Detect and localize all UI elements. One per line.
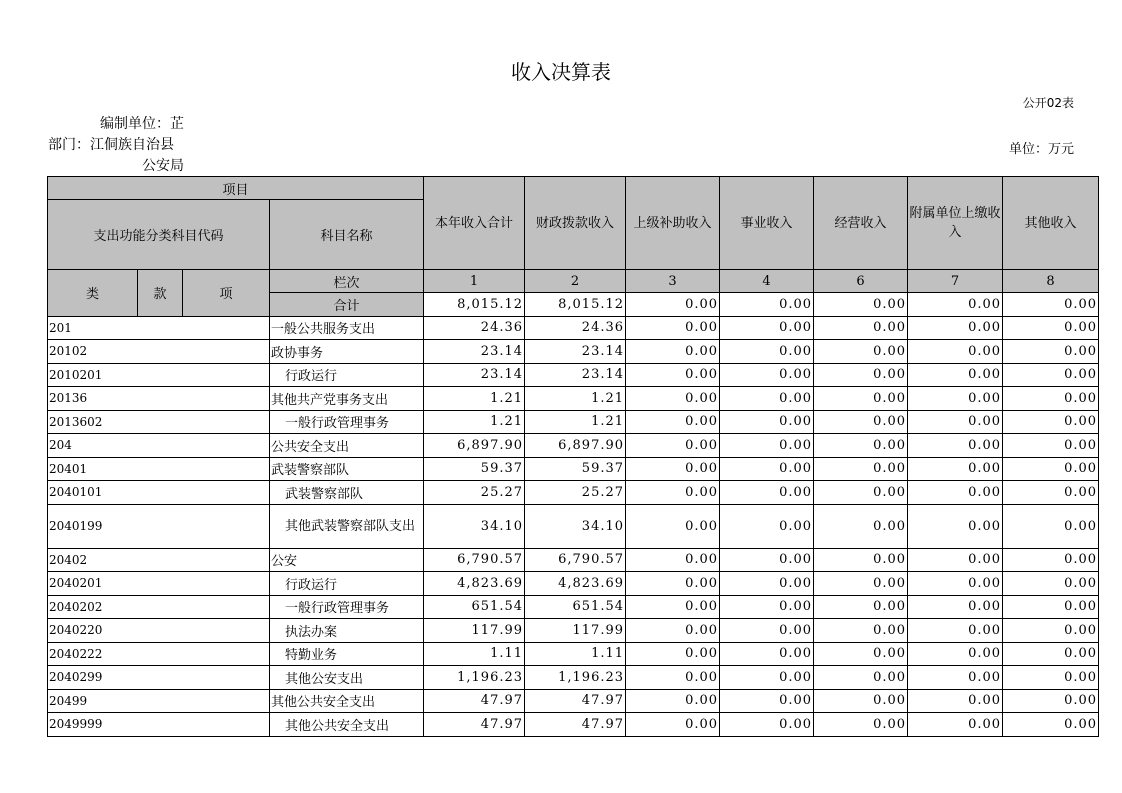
header-project: 项目 — [48, 177, 424, 200]
row-value: 1.11 — [424, 642, 525, 666]
row-value: 0.00 — [626, 619, 720, 643]
row-value: 23.14 — [424, 340, 525, 364]
row-value: 0.00 — [908, 689, 1003, 713]
row-value: 0.00 — [908, 619, 1003, 643]
table-row — [48, 595, 1099, 619]
row-value: 24.36 — [525, 316, 626, 340]
table-row — [48, 666, 1099, 690]
total-label: 合计 — [270, 293, 424, 317]
col-num-4: 4 — [720, 270, 814, 293]
row-name: 特勤业务 — [270, 642, 424, 666]
row-code: 2040299 — [48, 666, 270, 690]
row-name: 其他武装警察部队支出 — [270, 504, 424, 548]
row-value: 0.00 — [626, 481, 720, 505]
row-value: 0.00 — [1003, 387, 1099, 411]
total-value: 0.00 — [720, 293, 814, 317]
table-row — [48, 619, 1099, 643]
row-value: 6,790.57 — [424, 548, 525, 572]
row-value: 6,897.90 — [424, 434, 525, 458]
row-value: 0.00 — [814, 410, 908, 434]
row-name: 执法办案 — [270, 619, 424, 643]
row-value: 0.00 — [814, 457, 908, 481]
row-value: 1.11 — [525, 642, 626, 666]
row-value: 0.00 — [908, 387, 1003, 411]
row-value: 0.00 — [1003, 340, 1099, 364]
row-value: 0.00 — [908, 666, 1003, 690]
row-code: 2010201 — [48, 363, 270, 387]
row-value: 34.10 — [525, 504, 626, 548]
table-row — [48, 548, 1099, 572]
row-value: 23.14 — [525, 363, 626, 387]
row-value: 0.00 — [720, 619, 814, 643]
table-row — [48, 689, 1099, 713]
row-value: 24.36 — [424, 316, 525, 340]
row-value: 59.37 — [525, 457, 626, 481]
row-value: 0.00 — [626, 666, 720, 690]
row-value: 6,897.90 — [525, 434, 626, 458]
table-row — [48, 642, 1099, 666]
row-value: 117.99 — [525, 619, 626, 643]
row-value: 0.00 — [814, 363, 908, 387]
row-value: 1.21 — [525, 387, 626, 411]
row-name: 公安 — [270, 548, 424, 572]
row-code: 20402 — [48, 548, 270, 572]
row-value: 0.00 — [720, 548, 814, 572]
row-value: 651.54 — [424, 595, 525, 619]
row-value: 0.00 — [720, 410, 814, 434]
total-value: 0.00 — [908, 293, 1003, 317]
row-value: 0.00 — [626, 595, 720, 619]
row-value: 0.00 — [814, 548, 908, 572]
col-num-2: 2 — [525, 270, 626, 293]
header-col-6: 附属单位上缴收入 — [908, 177, 1003, 270]
total-value: 8,015.12 — [525, 293, 626, 317]
header-lei: 类 — [48, 270, 138, 317]
row-value: 23.14 — [424, 363, 525, 387]
row-value: 0.00 — [814, 481, 908, 505]
row-value: 47.97 — [424, 713, 525, 737]
row-value: 0.00 — [626, 689, 720, 713]
row-value: 0.00 — [908, 548, 1003, 572]
col-num-7: 8 — [1003, 270, 1099, 293]
header-xiang: 项 — [183, 270, 270, 317]
row-value: 117.99 — [424, 619, 525, 643]
row-value: 0.00 — [720, 689, 814, 713]
row-value: 0.00 — [1003, 363, 1099, 387]
form-number: 公开02表 — [1022, 96, 1074, 110]
row-value: 0.00 — [814, 572, 908, 596]
row-name: 武装警察部队 — [270, 457, 424, 481]
table-row — [48, 713, 1099, 737]
row-value: 0.00 — [814, 387, 908, 411]
row-code: 201 — [48, 316, 270, 340]
col-num-6: 7 — [908, 270, 1003, 293]
income-table — [47, 176, 1099, 737]
row-value: 0.00 — [720, 340, 814, 364]
row-value: 0.00 — [626, 410, 720, 434]
row-value: 1,196.23 — [424, 666, 525, 690]
table-row — [48, 457, 1099, 481]
row-value: 0.00 — [626, 642, 720, 666]
row-value: 47.97 — [525, 713, 626, 737]
row-value: 0.00 — [908, 316, 1003, 340]
col-num-3: 3 — [626, 270, 720, 293]
table-row — [48, 363, 1099, 387]
row-code: 2040101 — [48, 481, 270, 505]
row-value: 0.00 — [908, 572, 1003, 596]
row-name: 一般行政管理事务 — [270, 595, 424, 619]
row-name: 其他公安支出 — [270, 666, 424, 690]
row-value: 4,823.69 — [424, 572, 525, 596]
row-value: 0.00 — [908, 340, 1003, 364]
row-code: 2040199 — [48, 504, 270, 548]
row-value: 0.00 — [908, 434, 1003, 458]
row-code: 20401 — [48, 457, 270, 481]
total-value: 8,015.12 — [424, 293, 525, 317]
row-value: 0.00 — [814, 666, 908, 690]
row-name: 武装警察部队 — [270, 481, 424, 505]
col-num-1: 1 — [424, 270, 525, 293]
row-value: 0.00 — [1003, 713, 1099, 737]
row-value: 0.00 — [1003, 457, 1099, 481]
row-code: 204 — [48, 434, 270, 458]
row-code: 2040201 — [48, 572, 270, 596]
row-value: 0.00 — [1003, 572, 1099, 596]
row-value: 0.00 — [814, 642, 908, 666]
row-value: 0.00 — [720, 713, 814, 737]
row-value: 4,823.69 — [525, 572, 626, 596]
row-value: 0.00 — [814, 713, 908, 737]
row-value: 0.00 — [1003, 642, 1099, 666]
row-value: 25.27 — [525, 481, 626, 505]
table-row — [48, 434, 1099, 458]
total-value: 0.00 — [814, 293, 908, 317]
org-line-2: 部门：江侗族自治县 — [48, 137, 174, 153]
header-col-5: 经营收入 — [814, 177, 908, 270]
row-value: 0.00 — [908, 481, 1003, 505]
header-col-1: 本年收入合计 — [424, 177, 525, 270]
row-name: 行政运行 — [270, 572, 424, 596]
row-value: 1.21 — [424, 387, 525, 411]
row-value: 0.00 — [1003, 548, 1099, 572]
row-code: 20136 — [48, 387, 270, 411]
row-value: 0.00 — [1003, 316, 1099, 340]
row-name: 其他共产党事务支出 — [270, 387, 424, 411]
row-name: 一般公共服务支出 — [270, 316, 424, 340]
row-value: 0.00 — [908, 504, 1003, 548]
row-value: 0.00 — [908, 363, 1003, 387]
row-name: 其他公共安全支出 — [270, 689, 424, 713]
table-row — [48, 572, 1099, 596]
header-lanci: 栏次 — [270, 270, 424, 293]
row-value: 0.00 — [814, 316, 908, 340]
row-value: 0.00 — [908, 457, 1003, 481]
row-value: 0.00 — [1003, 689, 1099, 713]
row-value: 0.00 — [720, 642, 814, 666]
row-value: 0.00 — [720, 595, 814, 619]
row-value: 0.00 — [720, 434, 814, 458]
row-value: 0.00 — [1003, 666, 1099, 690]
page-title: 收入决算表 — [511, 60, 611, 84]
row-value: 0.00 — [814, 434, 908, 458]
org-line-1: 编制单位：芷 — [100, 116, 184, 132]
row-value: 0.00 — [720, 316, 814, 340]
row-code: 2049999 — [48, 713, 270, 737]
table-row — [48, 481, 1099, 505]
row-value: 0.00 — [720, 572, 814, 596]
table-row — [48, 410, 1099, 434]
total-value: 0.00 — [626, 293, 720, 317]
row-value: 0.00 — [1003, 595, 1099, 619]
table-row — [48, 316, 1099, 340]
row-code: 2013602 — [48, 410, 270, 434]
row-value: 0.00 — [1003, 481, 1099, 505]
row-value: 0.00 — [626, 504, 720, 548]
row-value: 0.00 — [626, 434, 720, 458]
row-value: 0.00 — [1003, 434, 1099, 458]
row-value: 6,790.57 — [525, 548, 626, 572]
row-value: 47.97 — [424, 689, 525, 713]
row-value: 0.00 — [1003, 619, 1099, 643]
row-value: 0.00 — [626, 713, 720, 737]
row-value: 0.00 — [720, 481, 814, 505]
row-value: 1.21 — [424, 410, 525, 434]
row-code: 20102 — [48, 340, 270, 364]
total-value: 0.00 — [1003, 293, 1099, 317]
row-name: 公共安全支出 — [270, 434, 424, 458]
table-row — [48, 387, 1099, 411]
row-code: 20499 — [48, 689, 270, 713]
row-code: 2040222 — [48, 642, 270, 666]
row-code: 2040202 — [48, 595, 270, 619]
row-value: 34.10 — [424, 504, 525, 548]
row-value: 25.27 — [424, 481, 525, 505]
row-value: 0.00 — [626, 572, 720, 596]
row-value: 0.00 — [908, 642, 1003, 666]
row-value: 0.00 — [626, 316, 720, 340]
row-value: 0.00 — [814, 689, 908, 713]
header-col-3: 上级补助收入 — [626, 177, 720, 270]
row-value: 0.00 — [908, 713, 1003, 737]
header-col-7: 其他收入 — [1003, 177, 1099, 270]
compiling-unit — [48, 114, 188, 177]
row-value: 0.00 — [1003, 504, 1099, 548]
row-value: 651.54 — [525, 595, 626, 619]
row-value: 0.00 — [814, 340, 908, 364]
col-num-5: 6 — [814, 270, 908, 293]
row-value: 0.00 — [626, 387, 720, 411]
unit-label: 单位：万元 — [1008, 142, 1074, 157]
row-value: 0.00 — [814, 619, 908, 643]
row-value: 0.00 — [720, 457, 814, 481]
row-value: 1,196.23 — [525, 666, 626, 690]
row-value: 0.00 — [720, 666, 814, 690]
row-value: 1.21 — [525, 410, 626, 434]
row-value: 0.00 — [1003, 410, 1099, 434]
header-col-4: 事业收入 — [720, 177, 814, 270]
row-value: 0.00 — [720, 387, 814, 411]
table-row — [48, 340, 1099, 364]
header-col-2: 财政拨款收入 — [525, 177, 626, 270]
row-value: 0.00 — [814, 595, 908, 619]
header-func-code: 支出功能分类科目代码 — [48, 200, 270, 270]
row-value: 47.97 — [525, 689, 626, 713]
row-name: 其他公共安全支出 — [270, 713, 424, 737]
row-name: 行政运行 — [270, 363, 424, 387]
row-code: 2040220 — [48, 619, 270, 643]
row-value: 0.00 — [908, 595, 1003, 619]
row-value: 0.00 — [626, 363, 720, 387]
row-value: 59.37 — [424, 457, 525, 481]
row-value: 0.00 — [626, 340, 720, 364]
row-value: 0.00 — [814, 504, 908, 548]
row-name: 一般行政管理事务 — [270, 410, 424, 434]
row-value: 0.00 — [626, 548, 720, 572]
row-value: 0.00 — [720, 504, 814, 548]
row-value: 0.00 — [626, 457, 720, 481]
row-value: 0.00 — [908, 410, 1003, 434]
row-value: 0.00 — [720, 363, 814, 387]
header-kuan: 款 — [138, 270, 183, 317]
table-row — [48, 504, 1099, 548]
row-name: 政协事务 — [270, 340, 424, 364]
org-line-3: 公安局 — [142, 158, 184, 174]
row-value: 23.14 — [525, 340, 626, 364]
header-subject-name: 科目名称 — [270, 200, 424, 270]
